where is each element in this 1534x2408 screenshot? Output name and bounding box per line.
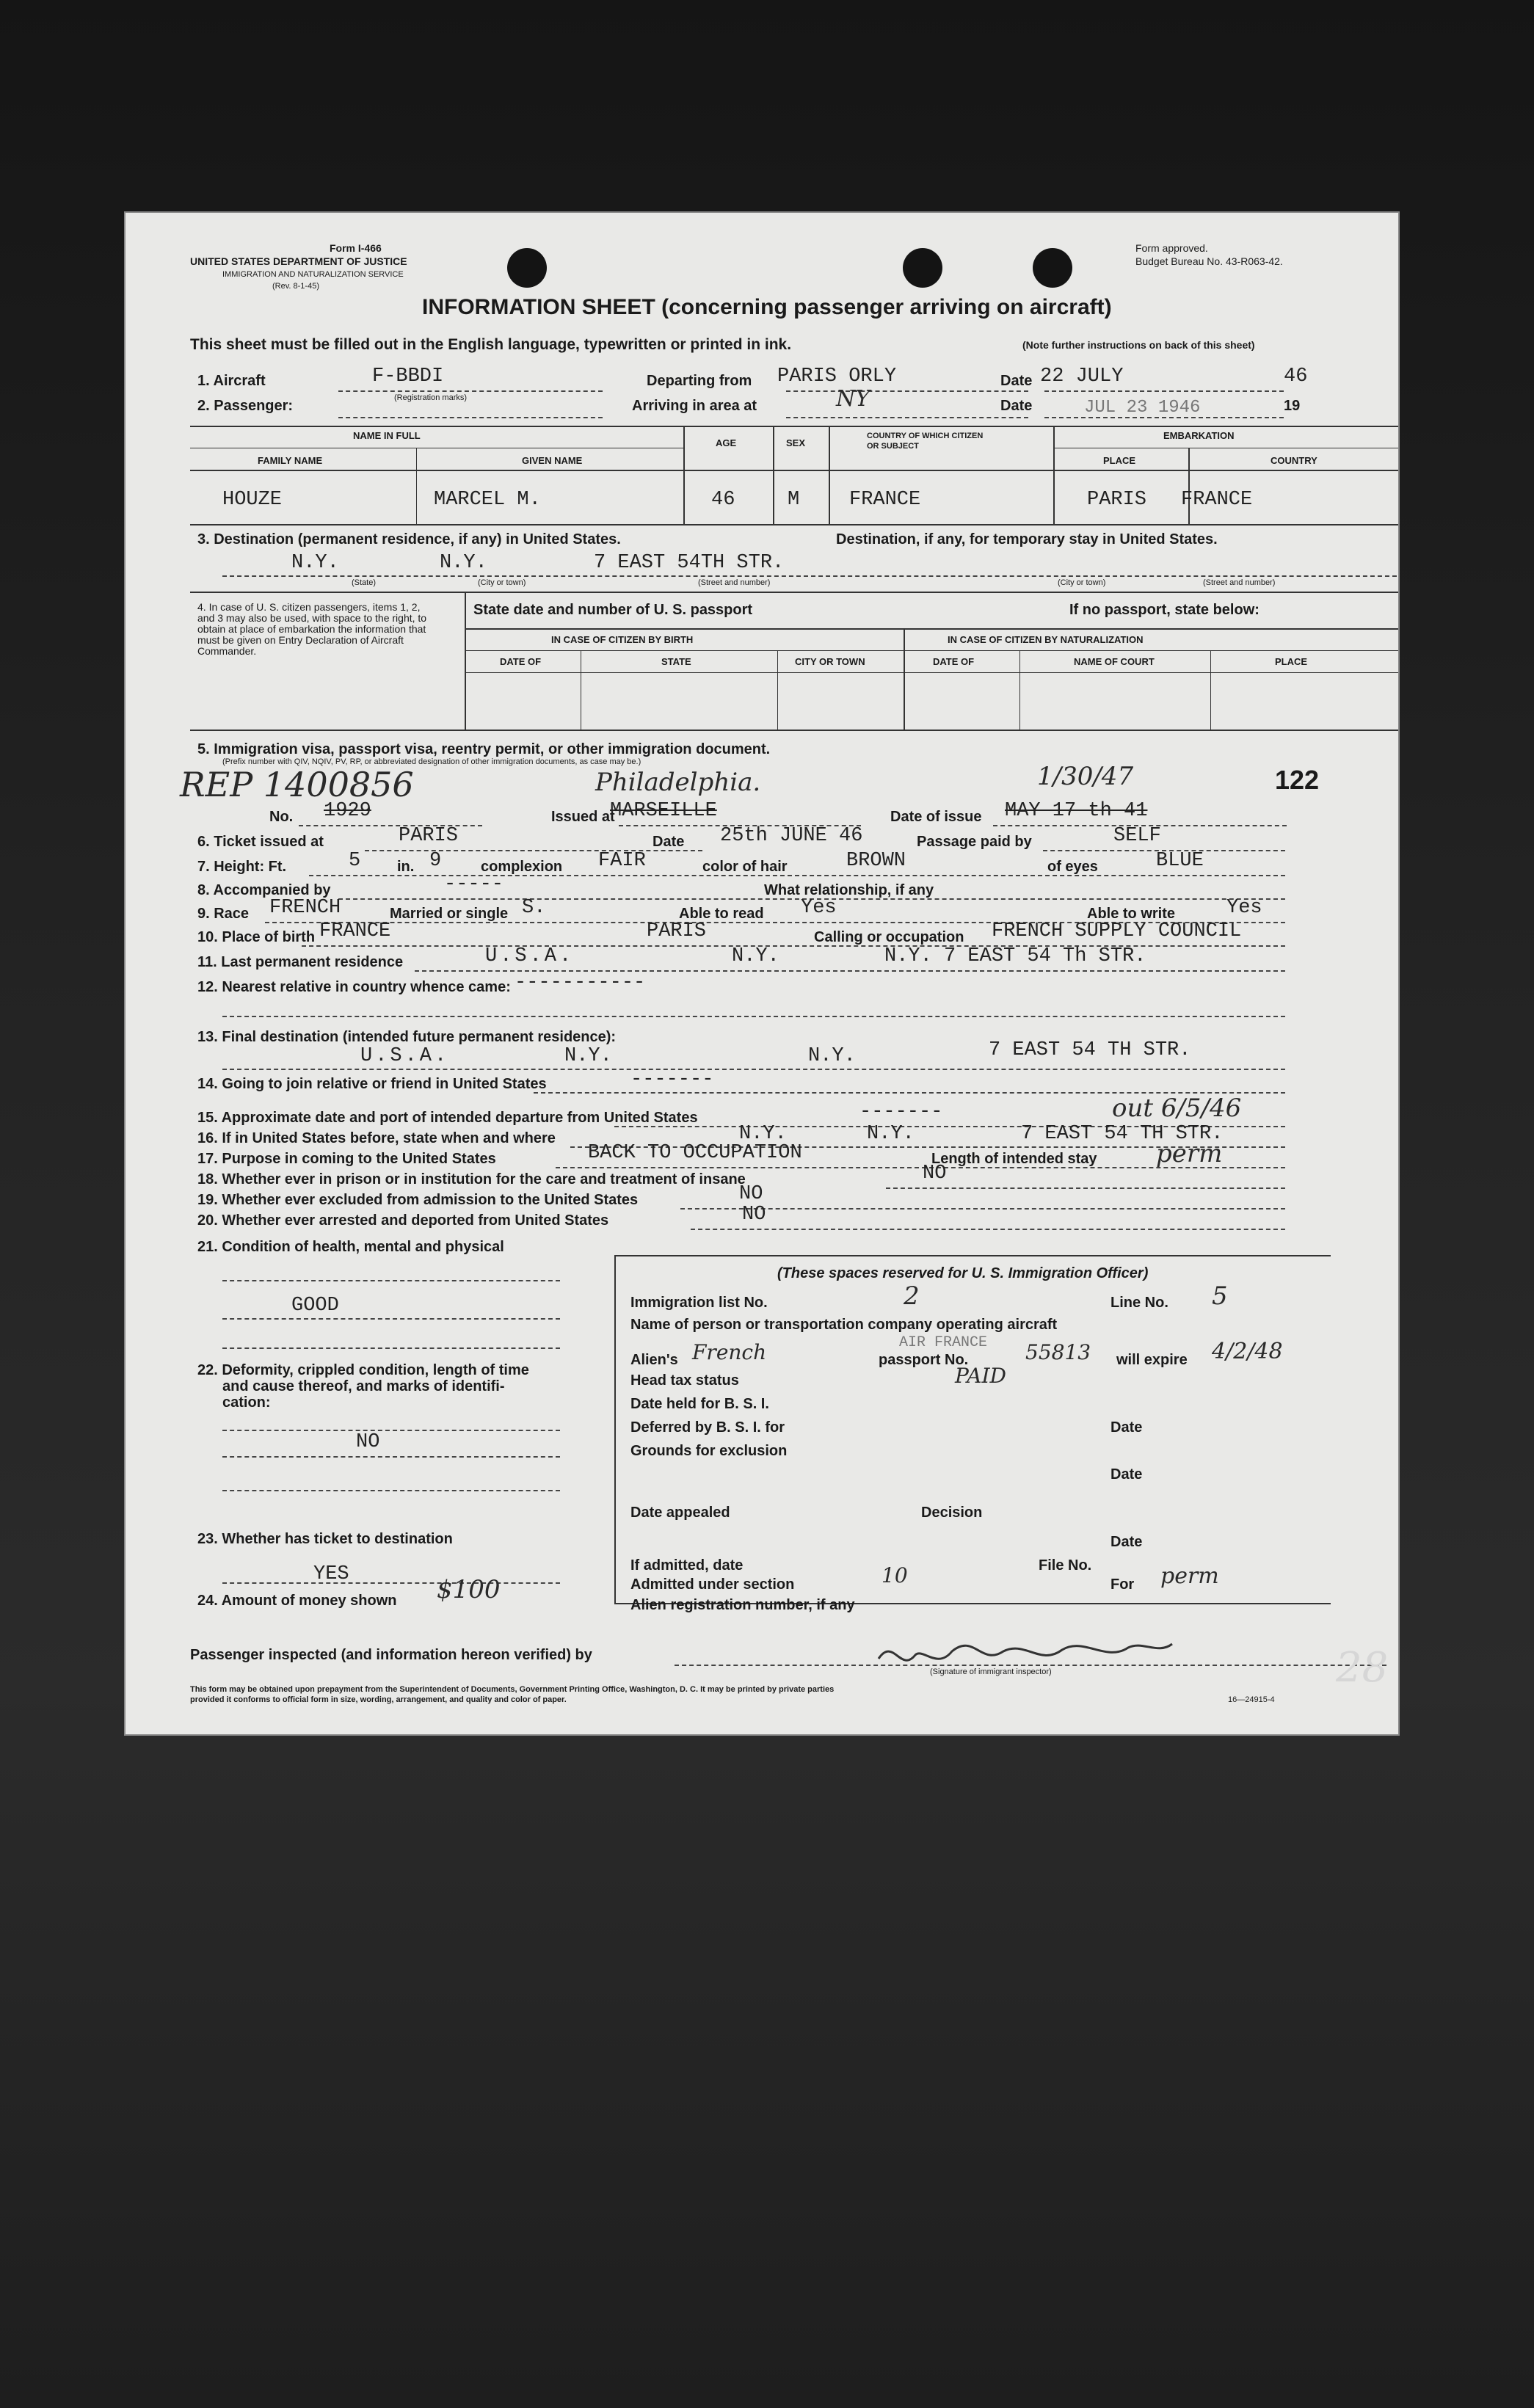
form-text: 13. Final destination (intended future permanent residence):	[197, 1029, 617, 1045]
form-text: cation:	[222, 1394, 271, 1411]
form-text: 20. Whether ever arrested and deported from United States	[197, 1212, 609, 1229]
form-text: IN CASE OF CITIZEN BY BIRTH	[551, 634, 694, 645]
punch-hole	[507, 248, 547, 288]
form-text: STATE	[661, 656, 691, 667]
form-text: Able to write	[1087, 906, 1176, 922]
form-text: 9. Race	[197, 906, 250, 922]
departing-value: PARIS ORLY	[777, 365, 897, 388]
form-text: Immigration list No.	[630, 1295, 768, 1311]
form-text: Head tax status	[630, 1372, 739, 1389]
form-number: Form I-466	[330, 242, 382, 254]
form-text: 18. Whether ever in prison or in institution for the care and treatment of insane	[197, 1171, 746, 1187]
form-text: N.Y.	[739, 1123, 787, 1145]
form-text: 17. Purpose in coming to the United States	[197, 1151, 496, 1167]
form-text: 4/2/48	[1212, 1339, 1283, 1364]
form-text: 10. Place of birth	[197, 929, 316, 945]
form-text: -----------	[515, 972, 646, 994]
form-text: State date and number of U. S. passport	[473, 602, 753, 618]
form-text: (Registration marks)	[394, 393, 468, 402]
year-19: 19	[1284, 398, 1301, 414]
form-title: INFORMATION SHEET (concerning passenger arriving on aircraft)	[422, 295, 1112, 319]
date-note: 1/30/47	[1037, 762, 1134, 791]
form-text: (State)	[352, 578, 377, 587]
form-text: FAIR	[598, 850, 646, 872]
form-text: IN CASE OF CITIZEN BY NATURALIZATION	[948, 634, 1144, 645]
date-year: 46	[1284, 365, 1308, 388]
form-text: COUNTRY	[1271, 455, 1317, 466]
form-text: BACK TO OCCUPATION	[588, 1142, 802, 1164]
form-text: Alien registration number, if any	[630, 1597, 855, 1613]
form-text: What relationship, if any	[764, 882, 934, 898]
form-text: color of hair	[702, 859, 788, 875]
given-name-value: MARCEL M.	[434, 489, 541, 511]
form-text: 24. Amount of money shown	[197, 1593, 397, 1609]
form-approved: Form approved.	[1135, 242, 1208, 254]
form-text: Date	[653, 834, 685, 850]
form-text: PAID	[955, 1364, 1006, 1388]
form-text: N.Y.	[808, 1045, 856, 1067]
budget-bureau: Budget Bureau No. 43-R063-42.	[1135, 255, 1283, 267]
form-text: of eyes	[1047, 859, 1098, 875]
form-text: Decision	[921, 1505, 983, 1521]
punch-hole	[903, 248, 942, 288]
form-text: (Street and number)	[1203, 578, 1276, 587]
form-text: 19. Whether ever excluded from admission to the United States	[197, 1192, 639, 1208]
issue-date-value: MAY 17 th 41	[1005, 800, 1148, 822]
form-text: and cause thereof, and marks of identifi-	[222, 1378, 505, 1394]
form-text: Grounds for exclusion	[630, 1443, 788, 1459]
form-text: Issued at	[551, 809, 615, 825]
form-text: No.	[269, 809, 294, 825]
form-text: (City or town)	[1058, 578, 1106, 587]
date-value: 22 JULY	[1040, 365, 1124, 388]
form-text: 16. If in United States before, state when and where	[197, 1130, 556, 1146]
form-text: 8. Accompanied by	[197, 882, 331, 898]
information-sheet	[126, 213, 1398, 1734]
aircraft-label: 1. Aircraft	[197, 373, 266, 389]
form-text: File No.	[1039, 1557, 1092, 1574]
form-text: 7. Height: Ft.	[197, 859, 287, 875]
form-text: Date	[1110, 1466, 1143, 1483]
form-text: 25th JUNE 46	[720, 825, 863, 847]
issued-at-value: MARSEILLE	[610, 800, 717, 822]
form-text: perm	[1156, 1139, 1223, 1168]
form-text: DATE OF	[933, 656, 975, 667]
visa-label: 5. Immigration visa, passport visa, reentry permit, or other immigration document.	[197, 741, 771, 757]
form-text: NO	[742, 1204, 766, 1226]
form-text: Length of intended stay	[931, 1151, 1097, 1167]
form-text: This form may be obtained upon prepayment from the Superintendent of Documents, Government Printing Office, Washington, D. C. It may be printed by private parties	[190, 1685, 835, 1694]
form-text: Calling or occupation	[814, 929, 964, 945]
form-text: U.S.A.	[485, 945, 575, 967]
form-text: -------	[630, 1069, 714, 1091]
form-text: NO	[923, 1163, 947, 1185]
form-text: French	[692, 1340, 767, 1364]
date2-label: Date	[1000, 398, 1033, 414]
us-citizen-note: 4. In case of U. S. citizen passengers, items 1, 2, and 3 may also be used, with space to the right, to obtain at place of embarkation the information that must be given on Entry Declaration of Aircraft Commander.	[197, 601, 427, 657]
form-text: PARIS	[647, 920, 707, 942]
form-text: U.S.A.	[360, 1045, 450, 1067]
visa-no-value: 1929	[324, 800, 371, 822]
form-text: S.	[522, 897, 546, 919]
form-text: 14. Going to join relative or friend in United States	[197, 1076, 547, 1092]
form-text: N.Y.	[564, 1045, 612, 1067]
form-text: FRENCH	[269, 897, 341, 919]
arriving-value: NY	[836, 386, 870, 412]
form-text: BROWN	[846, 850, 906, 872]
form-text: COUNTRY OF WHICH CITIZEN	[867, 432, 984, 440]
form-text: PLACE	[1275, 656, 1308, 667]
rep-number: REP 1400856	[180, 765, 414, 804]
form-text: (Street and number)	[698, 578, 771, 587]
embark-country-value: FRANCE	[1181, 489, 1253, 511]
form-text: out 6/5/46	[1112, 1094, 1242, 1123]
form-text: in.	[397, 859, 415, 875]
form-text: N.Y. 7 EAST 54 Th STR.	[884, 945, 1146, 967]
form-text: Date	[1110, 1419, 1143, 1436]
destination-value-3: 7 EAST 54TH STR.	[594, 552, 785, 574]
embark-place-value: PARIS	[1087, 489, 1147, 511]
form-text: For	[1110, 1576, 1135, 1593]
passenger-label: 2. Passenger:	[197, 398, 294, 414]
form-text: GOOD	[291, 1295, 339, 1317]
form-text: Able to read	[679, 906, 764, 922]
form-text: 11. Last permanent residence	[197, 954, 404, 970]
form-text: Yes	[1226, 897, 1262, 919]
form-text: 5	[1212, 1281, 1228, 1311]
arrival-stamp: JUL 23 1946	[1084, 398, 1201, 418]
form-text: provided it conforms to official form in size, wording, arrangement, and quality and color of paper.	[190, 1695, 567, 1704]
form-text: -------	[859, 1101, 943, 1123]
form-text: Date held for B. S. I.	[630, 1396, 769, 1412]
service-name: IMMIGRATION AND NATURALIZATION SERVICE	[222, 270, 404, 279]
form-text: If admitted, date	[630, 1557, 744, 1574]
instruction-text: This sheet must be filled out in the English language, typewritten or printed in ink.	[190, 336, 792, 353]
form-text: 6. Ticket issued at	[197, 834, 324, 850]
age-value: 46	[711, 489, 735, 511]
form-text: BLUE	[1156, 850, 1204, 872]
page-number-28: 28	[1336, 1644, 1389, 1692]
form-text: 55813	[1025, 1340, 1091, 1364]
departing-label: Departing from	[647, 373, 752, 389]
form-text: NO	[739, 1183, 763, 1205]
form-text: 7 EAST 54 TH STR.	[1021, 1123, 1224, 1145]
form-text: Deferred by B. S. I. for	[630, 1419, 785, 1436]
form-text: N.Y.	[732, 945, 779, 967]
page-122: 122	[1275, 765, 1320, 795]
form-text: Date of issue	[890, 809, 982, 825]
form-text: Name of person or transportation company operating aircraft	[630, 1317, 1058, 1333]
form-text: 12. Nearest relative in country whence came:	[197, 979, 511, 995]
agency-name: UNITED STATES DEPARTMENT OF JUSTICE	[190, 255, 407, 267]
form-text: Admitted under section	[630, 1576, 795, 1593]
form-text: 9	[429, 850, 442, 872]
form-text: Date	[1110, 1534, 1143, 1550]
form-text: NAME IN FULL	[353, 430, 421, 441]
form-text: 10	[881, 1563, 908, 1587]
form-text: Passenger inspected (and information hereon verified) by	[190, 1647, 592, 1663]
punch-hole	[1033, 248, 1072, 288]
form-text: FRANCE	[319, 920, 391, 942]
form-text: complexion	[481, 859, 563, 875]
form-text: 7 EAST 54 TH STR.	[989, 1039, 1191, 1061]
temp-destination-label: Destination, if any, for temporary stay in United States.	[836, 531, 1218, 548]
form-text: PLACE	[1103, 455, 1136, 466]
form-text: CITY OR TOWN	[795, 656, 865, 667]
destination-value-1: N.Y.	[291, 552, 339, 574]
form-text: Yes	[801, 897, 837, 919]
form-text: (City or town)	[478, 578, 526, 587]
date-label: Date	[1000, 373, 1033, 389]
form-text: 23. Whether has ticket to destination	[197, 1531, 453, 1547]
form-text: 21. Condition of health, mental and physical	[197, 1239, 504, 1255]
form-text: 5	[349, 850, 361, 872]
arriving-label: Arriving in area at	[632, 398, 757, 414]
form-text: (Signature of immigrant inspector)	[930, 1667, 1052, 1676]
aircraft-value: F-BBDI	[372, 365, 444, 388]
note-instructions: (Note further instructions on back of this sheet)	[1022, 339, 1255, 351]
form-text: Date appealed	[630, 1505, 730, 1521]
form-text: Line No.	[1110, 1295, 1168, 1311]
form-text: 16—24915-4	[1228, 1695, 1275, 1704]
family-name-value: HOUZE	[222, 489, 283, 511]
form-text: passport No.	[879, 1352, 969, 1368]
form-text: NO	[356, 1431, 380, 1453]
form-text: (These spaces reserved for U. S. Immigration Officer)	[777, 1265, 1149, 1281]
form-text: 15. Approximate date and port of intended departure from United States	[197, 1110, 698, 1126]
form-text: (Prefix number with QIV, NQIV, PV, RP, or abbreviated designation of other immigration documents, as case may be.)	[222, 757, 641, 766]
form-text: $100	[437, 1575, 501, 1604]
form-text: YES	[313, 1563, 349, 1585]
form-text: 22. Deformity, crippled condition, length of time	[197, 1362, 529, 1378]
form-text: FRENCH SUPPLY COUNCIL	[992, 920, 1242, 942]
philadelphia-note: Philadelphia.	[595, 768, 761, 797]
form-text: will expire	[1116, 1352, 1188, 1368]
revision: (Rev. 8-1-45)	[272, 282, 319, 291]
form-text: Married or single	[390, 906, 509, 922]
citizen-value: FRANCE	[849, 489, 921, 511]
form-text: AGE	[716, 437, 737, 448]
form-text: N.Y.	[867, 1123, 915, 1145]
form-text: Passage paid by	[917, 834, 1032, 850]
form-text: If no passport, state below:	[1069, 602, 1259, 618]
form-text: AIR FRANCE	[899, 1334, 988, 1351]
form-text: NAME OF COURT	[1074, 656, 1155, 667]
form-text: GIVEN NAME	[522, 455, 583, 466]
form-text: FAMILY NAME	[258, 455, 323, 466]
destination-value-2: N.Y.	[440, 552, 487, 574]
form-text: Alien's	[630, 1352, 678, 1368]
form-text: 2	[904, 1281, 920, 1311]
form-text: -----	[444, 873, 504, 895]
form-text: EMBARKATION	[1163, 430, 1235, 441]
sex-value: M	[788, 489, 800, 511]
form-text: perm	[1160, 1563, 1219, 1589]
form-text: SEX	[786, 437, 806, 448]
destination-label: 3. Destination (permanent residence, if any) in United States.	[197, 531, 621, 548]
form-text: SELF	[1113, 825, 1161, 847]
form-text: OR SUBJECT	[867, 442, 919, 451]
form-text: DATE OF	[500, 656, 542, 667]
form-text: PARIS	[399, 825, 459, 847]
